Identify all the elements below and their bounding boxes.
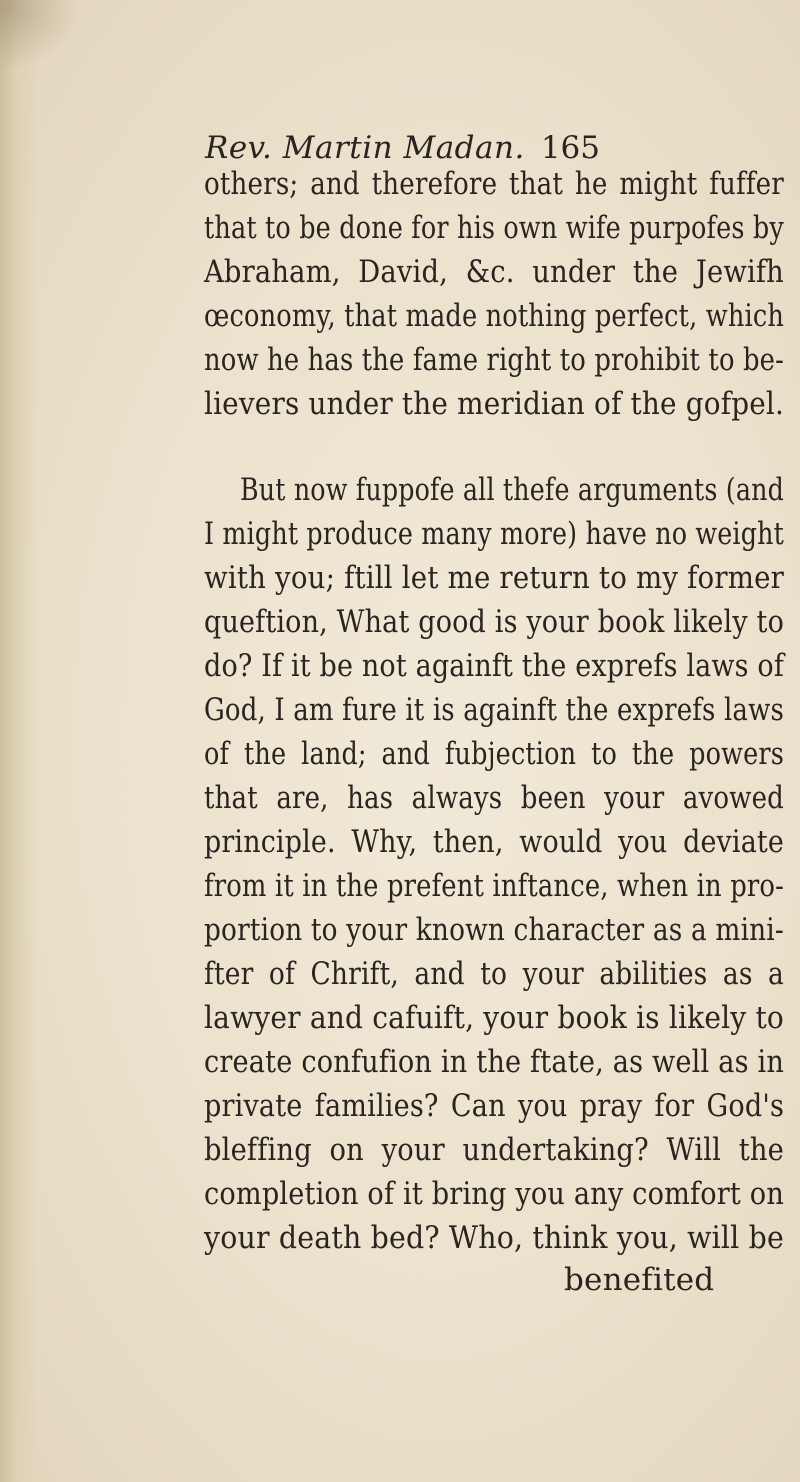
- text-line: your death bed? Who, think you, will be: [204, 1220, 784, 1256]
- page-gutter-shadow: [0, 0, 38, 1482]
- text-line: Abraham, David, &c. under the Jewifh: [204, 254, 784, 290]
- text-line: others; and therefore that he might fuffer: [204, 166, 784, 202]
- text-line: that to be done for his own wife purpofes by: [204, 210, 784, 246]
- text-line: œconomy, that made nothing perfect, which: [204, 298, 785, 334]
- text-line: from it in the prefent inftance, when in pro-: [204, 868, 785, 904]
- text-line: I might produce many more) have no weight: [204, 516, 784, 552]
- page-corner-stain: [0, 0, 80, 70]
- text-line: portion to your known character as a mini-: [204, 912, 784, 948]
- text-line: But now fuppofe all thefe arguments (and: [240, 472, 784, 508]
- text-line: do? If it be not againft the exprefs laws of: [204, 648, 784, 684]
- text-line: create confufion in the ftate, as well as in: [204, 1044, 785, 1080]
- text-line: lawyer and cafuift, your book is likely to: [204, 1000, 784, 1036]
- text-line: completion of it bring you any comfort on: [204, 1176, 784, 1212]
- text-line: God, I am fure it is againft the exprefs laws: [204, 692, 784, 728]
- text-line: now he has the fame right to prohibit to be-: [204, 342, 785, 378]
- text-line: private families? Can you pray for God's: [204, 1088, 785, 1124]
- text-line: bleffing on your undertaking? Will the: [204, 1132, 785, 1168]
- catchword: benefited: [564, 1262, 715, 1298]
- text-line: that are, has always been your avowed: [204, 780, 784, 816]
- text-line: with you; ftill let me return to my former: [204, 560, 785, 596]
- text-line: of the land; and fubjection to the powers: [204, 736, 784, 772]
- page-number: 165: [540, 130, 600, 166]
- text-line: fter of Chrift, and to your abilities as a: [204, 956, 785, 992]
- text-line: principle. Why, then, would you deviate: [204, 824, 784, 860]
- text-line: lievers under the meridian of the gofpel.: [204, 386, 785, 422]
- text-line: queftion, What good is your book likely to: [204, 604, 785, 640]
- running-title: Rev. Martin Madan.: [205, 130, 525, 166]
